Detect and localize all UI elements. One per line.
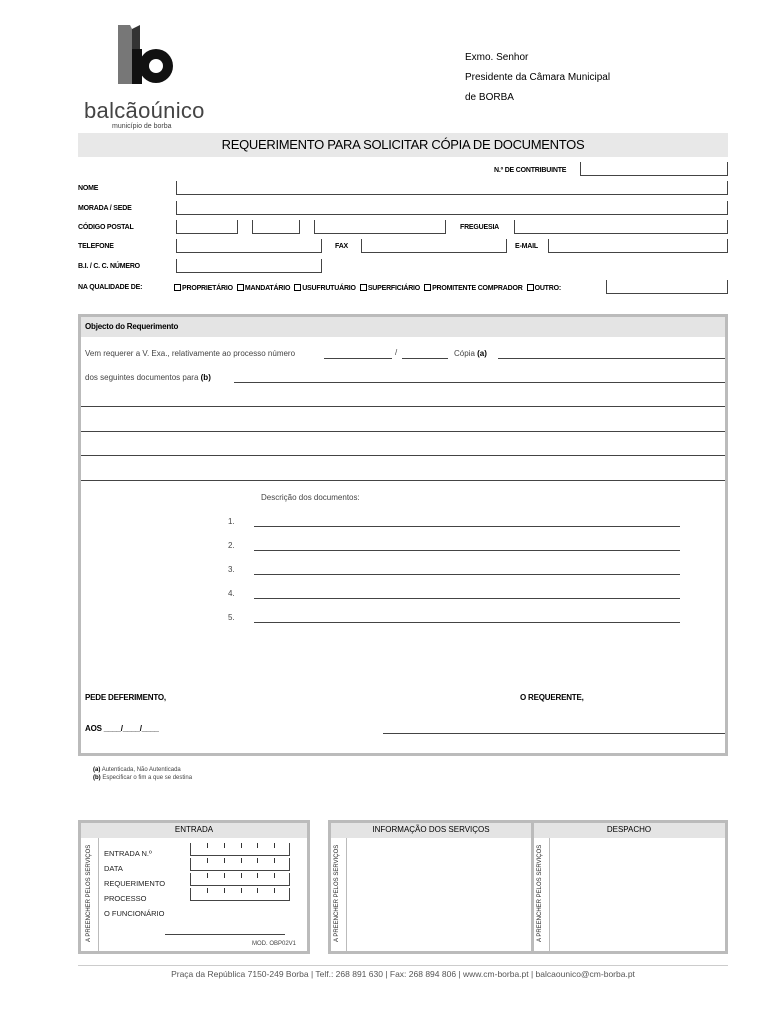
checkbox-icon[interactable] — [360, 284, 367, 291]
codigo-postal-locality[interactable] — [314, 220, 446, 234]
doc-item-number: 4. — [228, 589, 235, 598]
bi-label: B.I. / C. C. NÚMERO — [78, 263, 140, 270]
doc-item-number: 1. — [228, 517, 235, 526]
info-despacho-divider — [531, 823, 534, 951]
freguesia-label: FREGUESIA — [460, 224, 500, 231]
note-a: (a) Autenticada, Não Autenticada — [93, 767, 181, 773]
despacho-side-label: A PREENCHER PELOS SERVIÇOS — [537, 844, 543, 942]
info-side-label: A PREENCHER PELOS SERVIÇOS — [334, 844, 340, 942]
codigo-postal-part1[interactable] — [176, 220, 238, 234]
processo-field[interactable] — [190, 888, 290, 901]
doc-item-field[interactable] — [254, 526, 680, 527]
entrada-header: ENTRADA — [174, 825, 214, 834]
email-field[interactable] — [548, 239, 728, 253]
doc-item-number: 2. — [228, 541, 235, 550]
logo-subtitle: município de borba — [112, 123, 172, 130]
entrada-row-label: DATA — [104, 864, 123, 873]
data-field[interactable] — [190, 858, 290, 871]
objecto-header: Objecto do Requerimento — [85, 322, 179, 331]
despacho-area[interactable] — [552, 840, 724, 950]
aos-date[interactable]: AOS ____/____/____ — [85, 724, 159, 733]
info-side-divider — [346, 838, 347, 951]
contribuinte-field[interactable] — [580, 162, 728, 176]
option-mandatario[interactable]: MANDATÁRIO — [237, 285, 290, 292]
recipient — [465, 48, 610, 108]
entrada-divider — [98, 838, 99, 951]
note-b: (b) Especificar o fim a que se destina — [93, 775, 193, 781]
option-usufrutuario[interactable]: USUFRUTUÁRIO — [294, 285, 356, 292]
ruled-line[interactable] — [81, 431, 725, 432]
nome-field[interactable] — [176, 181, 728, 195]
codigo-postal-label: CÓDIGO POSTAL — [78, 224, 134, 231]
doc-item-field[interactable] — [254, 574, 680, 575]
telefone-field[interactable] — [176, 239, 322, 253]
copia-label: Cópia (a) — [454, 349, 487, 358]
entrada-side-label: A PREENCHER PELOS SERVIÇOS — [86, 844, 92, 942]
despacho-side-divider — [549, 838, 550, 951]
info-area[interactable] — [349, 840, 529, 950]
checkbox-icon[interactable] — [424, 284, 431, 291]
entrada-number-field[interactable] — [190, 843, 290, 856]
checkbox-icon[interactable] — [527, 284, 534, 291]
mark-b: (b) — [200, 373, 211, 382]
logo-b-icon — [116, 22, 176, 86]
entrada-rows — [104, 846, 165, 921]
qualidade-label: NA QUALIDADE DE: — [78, 284, 143, 291]
doc-item-number: 5. — [228, 613, 235, 622]
requerimento-field[interactable] — [190, 873, 290, 886]
notes — [93, 766, 192, 782]
checkbox-icon[interactable] — [294, 284, 301, 291]
logo-text: balcãoúnico — [84, 98, 205, 123]
page-title: REQUERIMENTO PARA SOLICITAR CÓPIA DE DOCUMENTOS — [221, 137, 585, 152]
mark-a: (a) — [477, 349, 487, 358]
doc-item-number: 3. — [228, 565, 235, 574]
processo-year-field[interactable] — [402, 358, 448, 359]
footer-contacts: Praça da República 7150-249 Borba | Telf.: 268 891 630 | Fax: 268 894 806 | www.cm-borba.pt | balcaounico@cm-borba.pt — [171, 969, 635, 979]
email-label: E-MAIL — [515, 243, 538, 250]
requerente-label: O REQUERENTE, — [520, 693, 584, 702]
copia-field[interactable] — [498, 358, 725, 359]
ruled-line[interactable] — [81, 455, 725, 456]
nome-label: NOME — [78, 185, 99, 192]
ruled-line[interactable] — [81, 480, 725, 481]
option-proprietario[interactable]: PROPRIETÁRIO — [174, 285, 233, 292]
recipient-line3: de BORBA — [465, 92, 514, 103]
recipient-line2: Presidente da Câmara Municipal — [465, 72, 611, 83]
entrada-row-label: PROCESSO — [104, 894, 147, 903]
contribuinte-label: N.º DE CONTRIBUINTE — [494, 167, 567, 174]
fax-field[interactable] — [361, 239, 507, 253]
fax-label: FAX — [335, 243, 349, 250]
ruled-line[interactable] — [81, 406, 725, 407]
option-outro[interactable]: OUTRO: — [527, 285, 561, 292]
outro-field[interactable] — [606, 280, 728, 294]
morada-field[interactable] — [176, 201, 728, 215]
mod-code: MOD. OBP02V1 — [252, 941, 297, 947]
option-promitente-comprador[interactable]: PROMITENTE COMPRADOR — [424, 285, 523, 292]
processo-number-field[interactable] — [324, 358, 392, 359]
checkbox-icon[interactable] — [237, 284, 244, 291]
entrada-row-label: REQUERIMENTO — [104, 879, 166, 888]
doc-item-field[interactable] — [254, 550, 680, 551]
footer-divider — [78, 965, 728, 966]
codigo-postal-part2[interactable] — [252, 220, 300, 234]
processo-slash: / — [395, 348, 398, 357]
doc-item-field[interactable] — [254, 622, 680, 623]
logo — [78, 22, 218, 132]
checkbox-icon[interactable] — [174, 284, 181, 291]
telefone-label: TELEFONE — [78, 243, 114, 250]
finalidade-field[interactable] — [234, 382, 725, 383]
option-superficiario[interactable]: SUPERFICIÁRIO — [360, 285, 420, 292]
info-header: INFORMAÇÃO DOS SERVIÇOS — [372, 825, 490, 834]
processo-text: Vem requerer a V. Exa., relativamente ao processo número — [85, 349, 296, 358]
freguesia-field[interactable] — [514, 220, 728, 234]
descricao-label: Descrição dos documentos: — [261, 493, 360, 502]
despacho-header: DESPACHO — [606, 825, 652, 834]
pede-deferimento: PEDE DEFERIMENTO, — [85, 693, 166, 702]
entrada-row-label: ENTRADA N.º — [104, 849, 152, 858]
qualidade-options — [174, 284, 565, 292]
entrada-row-label: O FUNCIONÁRIO — [104, 909, 165, 918]
doc-item-field[interactable] — [254, 598, 680, 599]
bi-field[interactable] — [176, 259, 322, 273]
signature-line[interactable] — [383, 733, 725, 734]
recipient-line1: Exmo. Senhor — [465, 52, 529, 63]
funcionario-signature-line[interactable] — [165, 934, 285, 935]
finalidade-text: dos seguintes documentos para (b) — [85, 373, 211, 382]
morada-label: MORADA / SEDE — [78, 205, 132, 212]
